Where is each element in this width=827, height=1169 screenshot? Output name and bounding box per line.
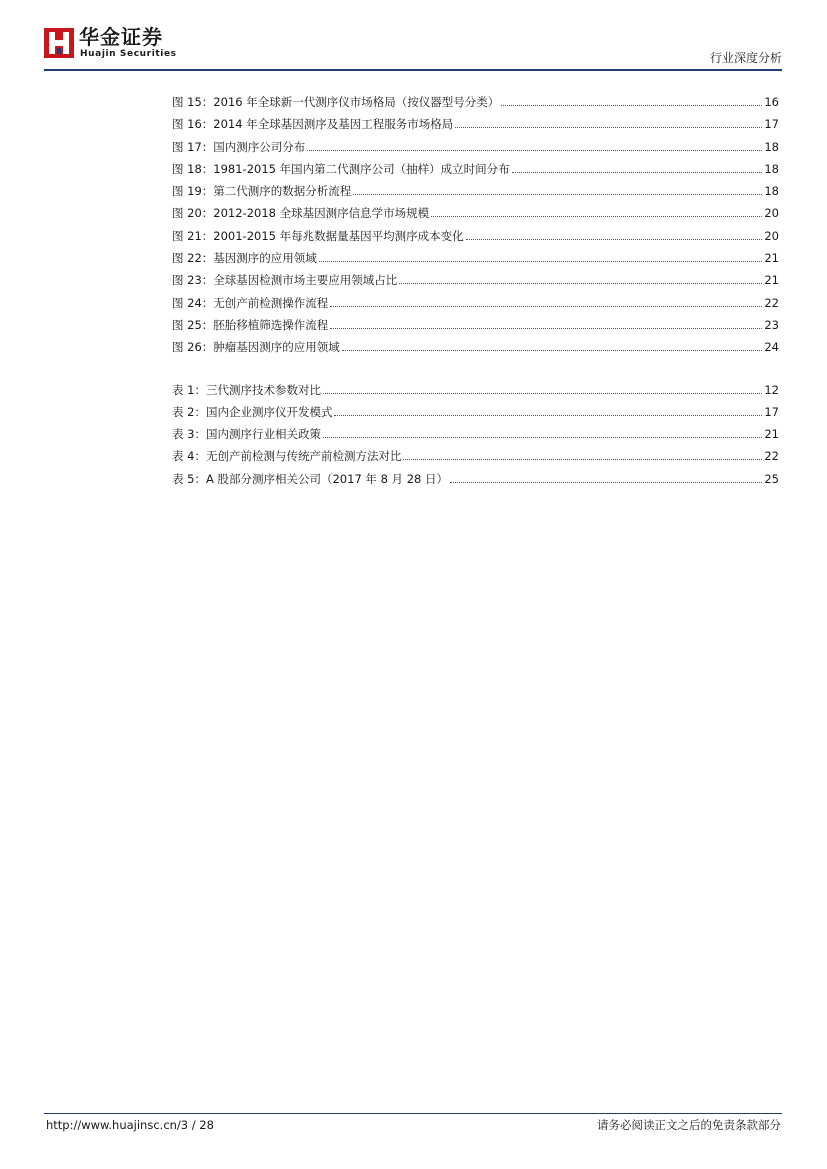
table-toc-entry[interactable]: [172, 445, 779, 467]
footer-url-page[interactable]: http://www.huajinsc.cn/3 / 28: [46, 1118, 214, 1132]
toc-entry-label: 图 19：第二代测序的数据分析流程: [172, 184, 352, 199]
toc-entry-label: 图 25：胚胎移植筛选操作流程: [172, 317, 329, 332]
page-header: [44, 26, 782, 70]
toc-entry-label: 图 17：国内测序公司分布: [172, 139, 306, 154]
toc-page-number: 17: [764, 117, 779, 132]
figure-toc-entry[interactable]: [172, 225, 779, 247]
dot-leader: [353, 194, 762, 195]
toc-entry-label: 图 16：2014 年全球基因测序及基因工程服务市场格局: [172, 117, 454, 132]
toc-page-number: 20: [764, 228, 779, 243]
figure-toc-entry[interactable]: [172, 336, 779, 358]
dot-leader: [466, 239, 763, 240]
dot-leader: [330, 328, 762, 329]
toc-entry-label: 图 20：2012-2018 全球基因测序信息学市场规模: [172, 206, 430, 221]
toc-page-number: 21: [764, 251, 779, 266]
dot-leader: [512, 172, 763, 173]
toc-entry-label: 表 5：A 股部分测序相关公司（2017 年 8 月 28 日）: [172, 471, 448, 486]
footer-disclaimer: 请务必阅读正文之后的免责条款部分: [597, 1118, 781, 1132]
dot-leader: [501, 105, 762, 106]
brand-name-cn: 华金证券: [79, 25, 163, 49]
figure-toc-entry[interactable]: [172, 202, 779, 224]
dot-leader: [342, 350, 763, 351]
toc-page-number: 18: [764, 184, 779, 199]
toc-page-number: 22: [764, 295, 779, 310]
figure-list: [172, 91, 779, 359]
dot-leader: [403, 459, 762, 460]
toc-page-number: 21: [764, 427, 779, 442]
huajin-logo-icon: [44, 28, 74, 58]
dot-leader: [450, 482, 762, 483]
toc-page-number: 17: [764, 404, 779, 419]
toc-entry-label: 图 22：基因测序的应用领域: [172, 251, 317, 266]
table-toc-entry[interactable]: [172, 401, 779, 423]
toc-entry-label: 表 4：无创产前检测与传统产前检测方法对比: [172, 449, 402, 464]
toc-entry-label: 图 18：1981-2015 年国内第二代测序公司（抽样）成立时间分布: [172, 161, 510, 176]
toc-page-number: 21: [764, 273, 779, 288]
toc-entry-label: 图 23：全球基因检测市场主要应用领域占比: [172, 273, 398, 288]
toc-page-number: 23: [764, 317, 779, 332]
toc-page-number: 20: [764, 206, 779, 221]
toc-page-number: 24: [764, 340, 779, 355]
dot-leader: [455, 127, 762, 128]
toc-page-number: 22: [764, 449, 779, 464]
toc-page-number: 16: [764, 95, 779, 109]
table-toc-entry[interactable]: [172, 468, 779, 490]
toc-entry-label: 图 26：肿瘤基因测序的应用领域: [172, 340, 340, 355]
dot-leader: [323, 437, 762, 438]
dot-leader: [334, 415, 762, 416]
brand-name-en: Huajin Securities: [80, 49, 177, 59]
toc-entry-label: 表 2：国内企业测序仪开发模式: [172, 404, 333, 419]
figure-toc-entry[interactable]: [172, 269, 779, 291]
figure-toc-entry[interactable]: [172, 136, 779, 158]
figure-toc-entry[interactable]: [172, 158, 779, 180]
report-type-label: 行业深度分析: [709, 51, 782, 65]
dot-leader: [323, 393, 762, 394]
toc-page-number: 18: [764, 161, 779, 176]
figure-toc-entry[interactable]: [172, 292, 779, 314]
figure-toc-entry[interactable]: [172, 113, 779, 135]
table-toc-entry[interactable]: [172, 423, 779, 445]
footer-divider: [44, 1113, 782, 1114]
section-spacer: [172, 359, 779, 379]
figure-toc-entry[interactable]: [172, 247, 779, 269]
company-logo: [44, 26, 184, 62]
dot-leader: [431, 216, 762, 217]
toc-entry-label: 图 21：2001-2015 年每兆数据量基因平均测序成本变化: [172, 228, 464, 243]
toc-entry-label: 表 3：国内测序行业相关政策: [172, 427, 321, 442]
table-list: [172, 379, 779, 490]
dot-leader: [330, 306, 762, 307]
table-toc-entry[interactable]: [172, 379, 779, 401]
toc-entry-label: 表 1：三代测序技术参数对比: [172, 382, 321, 397]
toc-page-number: 12: [764, 382, 779, 397]
table-of-contents: [172, 91, 779, 490]
figure-toc-entry[interactable]: [172, 314, 779, 336]
figure-toc-entry[interactable]: [172, 91, 779, 113]
toc-page-number: 18: [764, 139, 779, 154]
toc-entry-label: 图 15：2016 年全球新一代测序仪市场格局（按仪器型号分类）: [172, 95, 500, 109]
dot-leader: [319, 261, 763, 262]
dot-leader: [307, 150, 762, 151]
header-divider: [44, 69, 782, 71]
toc-page-number: 25: [764, 471, 779, 486]
toc-entry-label: 图 24：无创产前检测操作流程: [172, 295, 329, 310]
figure-toc-entry[interactable]: [172, 180, 779, 202]
dot-leader: [399, 283, 762, 284]
